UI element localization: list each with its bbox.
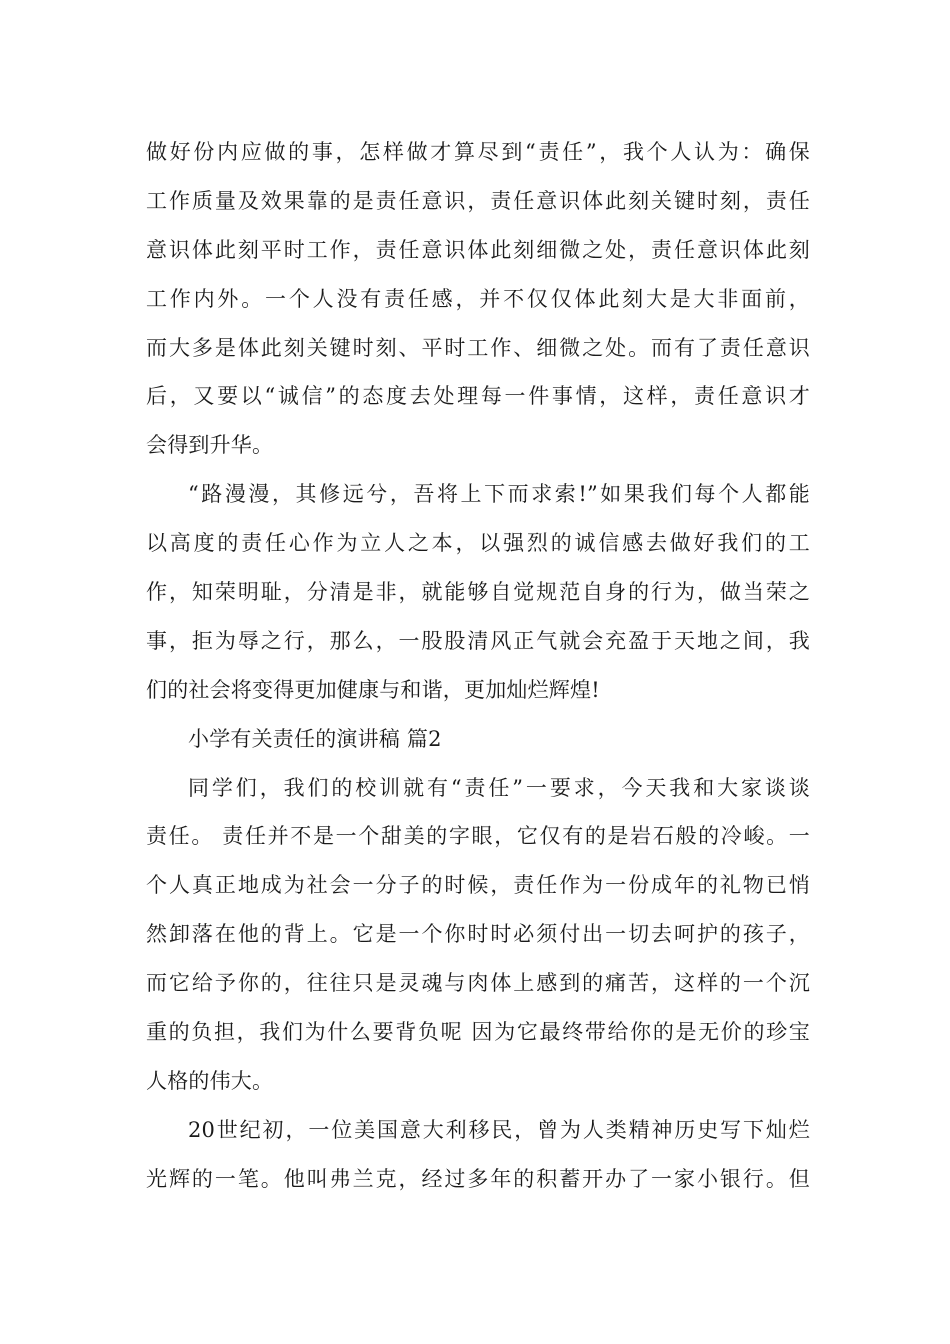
heading-text: 小学有关责任的演讲稿 篇2	[188, 726, 442, 751]
paragraph-line: 而它给予你的，往往只是灵魂与肉体上感到的痛苦，这样的一个沉	[146, 971, 810, 996]
paragraph-line: 事，拒为辱之行，那么，一股股清风正气就会充盈于天地之间，我	[146, 628, 810, 653]
paragraph-1	[146, 128, 810, 470]
paragraph-line: 个人真正地成为社会一分子的时候，责任作为一份成年的礼物已悄	[146, 873, 810, 898]
paragraph-line: 而大多是体此刻关键时刻、平时工作、细微之处。而有了责任意识	[146, 335, 810, 360]
paragraph-line: 20世纪初，一位美国意大利移民，曾为人类精神历史写下灿烂	[188, 1117, 810, 1142]
paragraph-line: 人格的伟大。	[146, 1068, 274, 1093]
paragraph-line: “路漫漫，其修远兮，吾将上下而求索!”如果我们每个人都能	[188, 482, 810, 507]
paragraph-line: 作，知荣明耻，分清是非，就能够自觉规范自身的行为，做当荣之	[146, 580, 810, 605]
paragraph-line: 工作内外。一个人没有责任感，并不仅仅体此刻大是大非面前，	[146, 286, 810, 311]
paragraph-line: 们的社会将变得更加健康与和谐，更加灿烂辉煌!	[146, 677, 600, 702]
paragraph-line: 工作质量及效果靠的是责任意识，责任意识体此刻关键时刻，责任	[146, 188, 810, 213]
paragraph-line: 然卸落在他的背上。它是一个你时时必须付出一切去呵护的孩子，	[146, 922, 810, 947]
document-body	[146, 128, 810, 1204]
paragraph-line: 做好份内应做的事，怎样做才算尽到“责任”，我个人认为：确保	[146, 140, 810, 164]
paragraph-line: 后，又要以“诚信”的态度去处理每一件事情，这样，责任意识才	[146, 384, 810, 409]
paragraph-line: 以高度的责任心作为立人之本，以强烈的诚信感去做好我们的工	[146, 531, 810, 556]
paragraph-line: 光辉的一笔。他叫弗兰克，经过多年的积蓄开办了一家小银行。但	[146, 1166, 810, 1191]
paragraph-line: 同学们，我们的校训就有“责任”一要求，今天我和大家谈谈	[188, 775, 810, 800]
section-heading	[146, 715, 810, 764]
paragraph-2	[146, 470, 810, 714]
paragraph-line: 责任。 责任并不是一个甜美的字眼，它仅有的是岩石般的冷峻。一	[146, 824, 810, 849]
paragraph-line: 重的负担，我们为什么要背负呢 因为它最终带给你的是无价的珍宝	[146, 1020, 810, 1045]
paragraph-3	[146, 764, 810, 1106]
paragraph-4	[146, 1106, 810, 1204]
paragraph-line: 意识体此刻平时工作，责任意识体此刻细微之处，责任意识体此刻	[146, 237, 810, 262]
paragraph-line: 会得到升华。	[146, 433, 274, 458]
